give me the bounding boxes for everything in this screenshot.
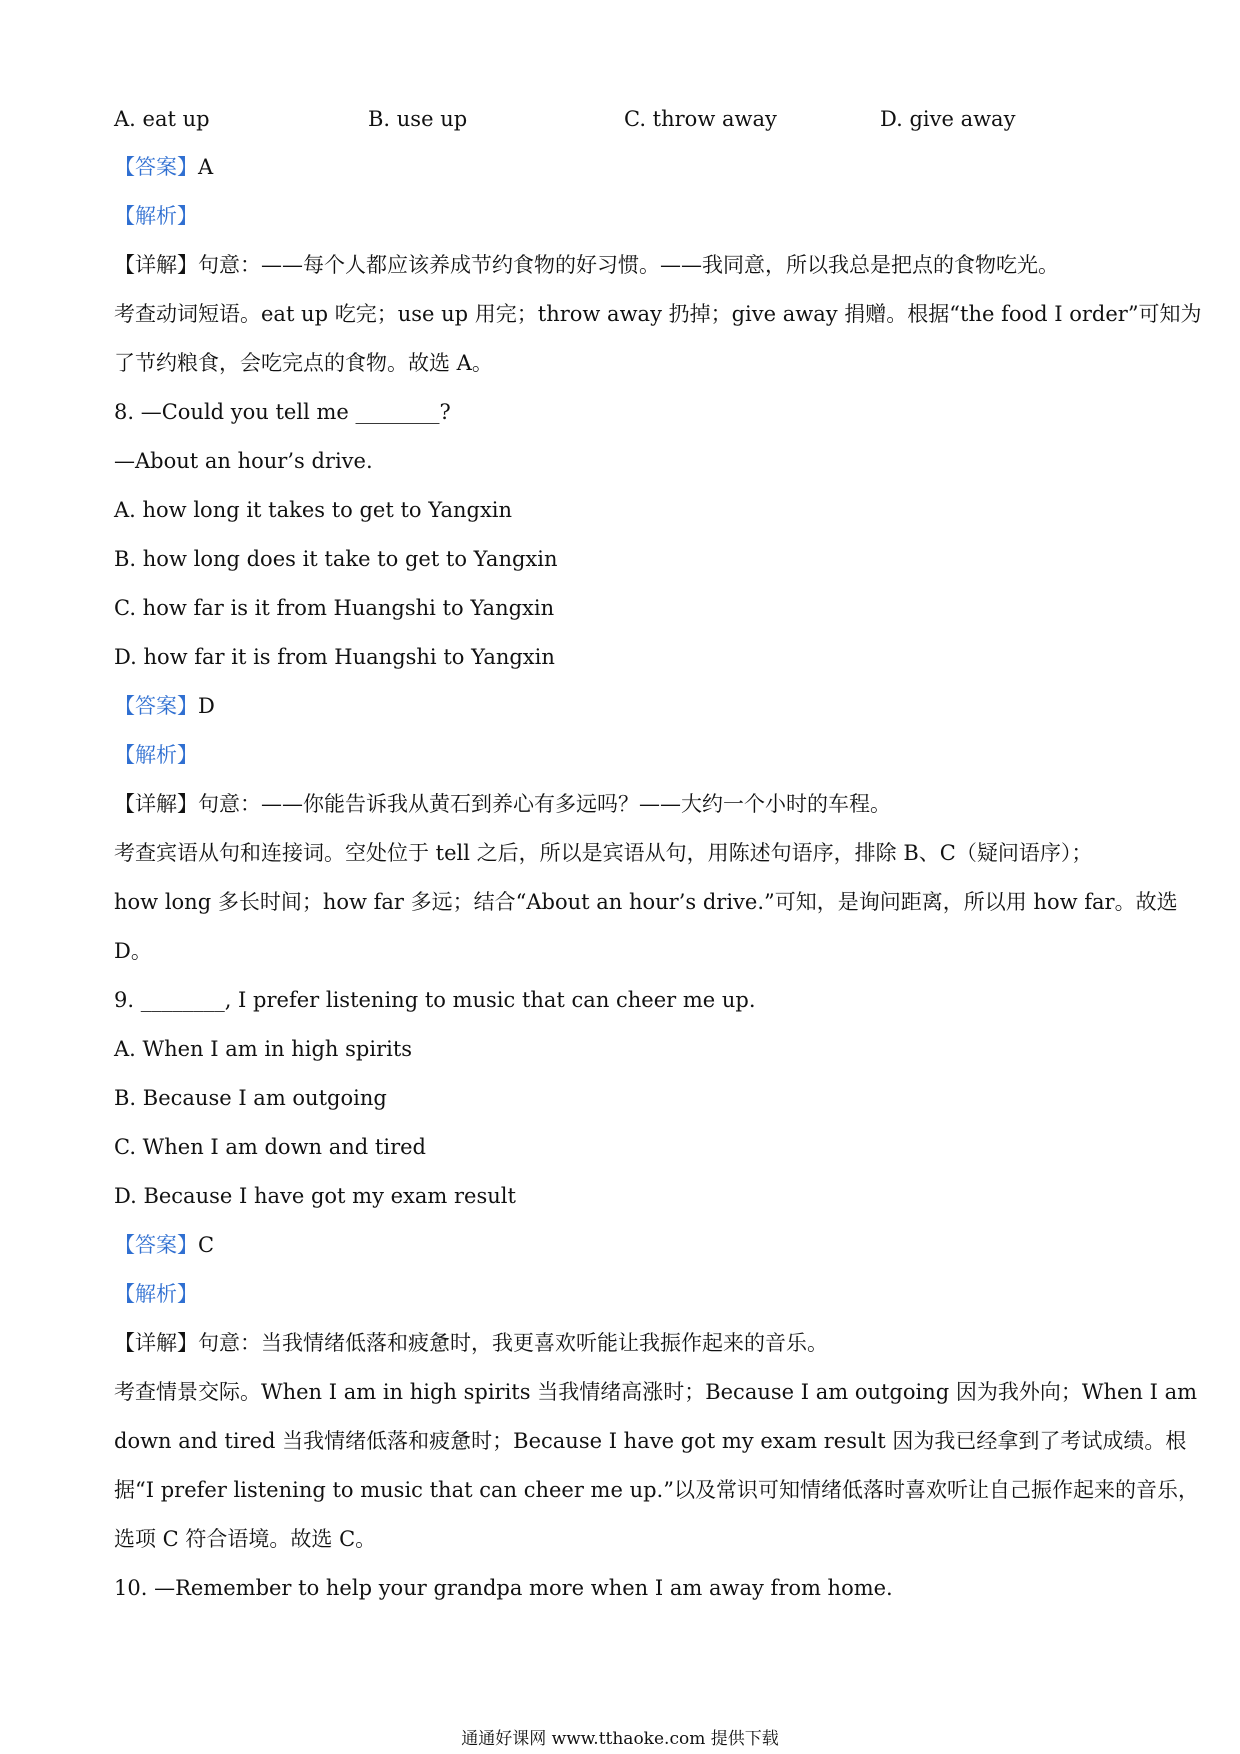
q8-detail-line: 考查宾语从句和连接词。空处位于 tell 之后，所以是宾语从句，用陈述句语序，排除 B、C（疑问语序）；: [114, 841, 1093, 865]
q9-answer: [114, 1230, 1124, 1260]
q7-answer: [114, 152, 1124, 182]
q9-analysis: [114, 1279, 1124, 1309]
q7-option-a: A. eat up: [114, 107, 210, 131]
q7-detail-line: 了节约粮食，会吃完点的食物。故选 A。: [114, 351, 493, 375]
detail-tag: 【详解】: [114, 253, 198, 277]
q8-detail-line: how long 多长时间；how far 多远；结合“About an hour’s drive.”可知，是询问距离，所以用 how far。故选: [114, 890, 1178, 914]
page-footer: 通通好课网 www.tthaoke.com 提供下载: [461, 1729, 779, 1749]
q8-stem: 8. —Could you tell me ________?: [114, 400, 451, 424]
q8-detail-line: 【详解】句意：——你能告诉我从黄石到养心有多远吗？——大约一个小时的车程。: [114, 792, 891, 816]
q9-detail-line: 据“I prefer listening to music that can cheer me up.”以及常识可知情绪低落时喜欢听让自己振作起来的音乐，: [114, 1478, 1199, 1502]
answer-value: A: [198, 155, 214, 179]
q9-detail-line: down and tired 当我情绪低落和疲惫时；Because I have got my exam result 因为我已经拿到了考试成绩。根: [114, 1429, 1187, 1453]
q7-detail-line: 【详解】句意：——每个人都应该养成节约食物的好习惯。——我同意，所以我总是把点的食物吃光。: [114, 253, 1059, 277]
q9-detail-line: 选项 C 符合语境。故选 C。: [114, 1527, 377, 1551]
q9-stem: 9. ________, I prefer listening to music that can cheer me up.: [114, 988, 756, 1012]
q8-reply: —About an hour’s drive.: [114, 449, 373, 473]
q8-option-a: A. how long it takes to get to Yangxin: [114, 498, 513, 522]
q7-option-b: B. use up: [368, 107, 468, 131]
q9-detail-line: 考查情景交际。When I am in high spirits 当我情绪高涨时；Because I am outgoing 因为我外向；When I am: [114, 1380, 1198, 1404]
q9-detail-line: 【详解】句意：当我情绪低落和疲惫时，我更喜欢听能让我振作起来的音乐。: [114, 1331, 828, 1355]
analysis-tag: 【解析】: [114, 204, 198, 228]
q8-option-d: D. how far it is from Huangshi to Yangxin: [114, 645, 555, 669]
q8-analysis: [114, 740, 1124, 770]
q8-option-c: C. how far is it from Huangshi to Yangxin: [114, 596, 555, 620]
q7-option-c: C. throw away: [624, 107, 777, 131]
q7-analysis: [114, 201, 1124, 231]
q7-option-d: D. give away: [880, 107, 1016, 131]
analysis-tag: 【解析】: [114, 743, 198, 767]
q8-option-b: B. how long does it take to get to Yangxin: [114, 547, 558, 571]
q8-detail-line: D。: [114, 939, 152, 963]
answer-tag: 【答案】: [114, 1233, 198, 1257]
detail-tag: 【详解】: [114, 1331, 198, 1355]
q10-stem: 10. —Remember to help your grandpa more when I am away from home.: [114, 1576, 893, 1600]
answer-value: C: [198, 1233, 215, 1257]
answer-tag: 【答案】: [114, 694, 198, 718]
detail-tag: 【详解】: [114, 792, 198, 816]
q9-option-b: B. Because I am outgoing: [114, 1086, 387, 1110]
q9-option-d: D. Because I have got my exam result: [114, 1184, 516, 1208]
answer-value: D: [198, 694, 215, 718]
q9-option-a: A. When I am in high spirits: [114, 1037, 413, 1061]
q8-answer: [114, 691, 1124, 721]
q9-option-c: C. When I am down and tired: [114, 1135, 426, 1159]
analysis-tag: 【解析】: [114, 1282, 198, 1306]
q7-detail-line: 考查动词短语。eat up 吃完；use up 用完；throw away 扔掉；give away 捐赠。根据“the food I order”可知为: [114, 302, 1202, 326]
answer-tag: 【答案】: [114, 155, 198, 179]
